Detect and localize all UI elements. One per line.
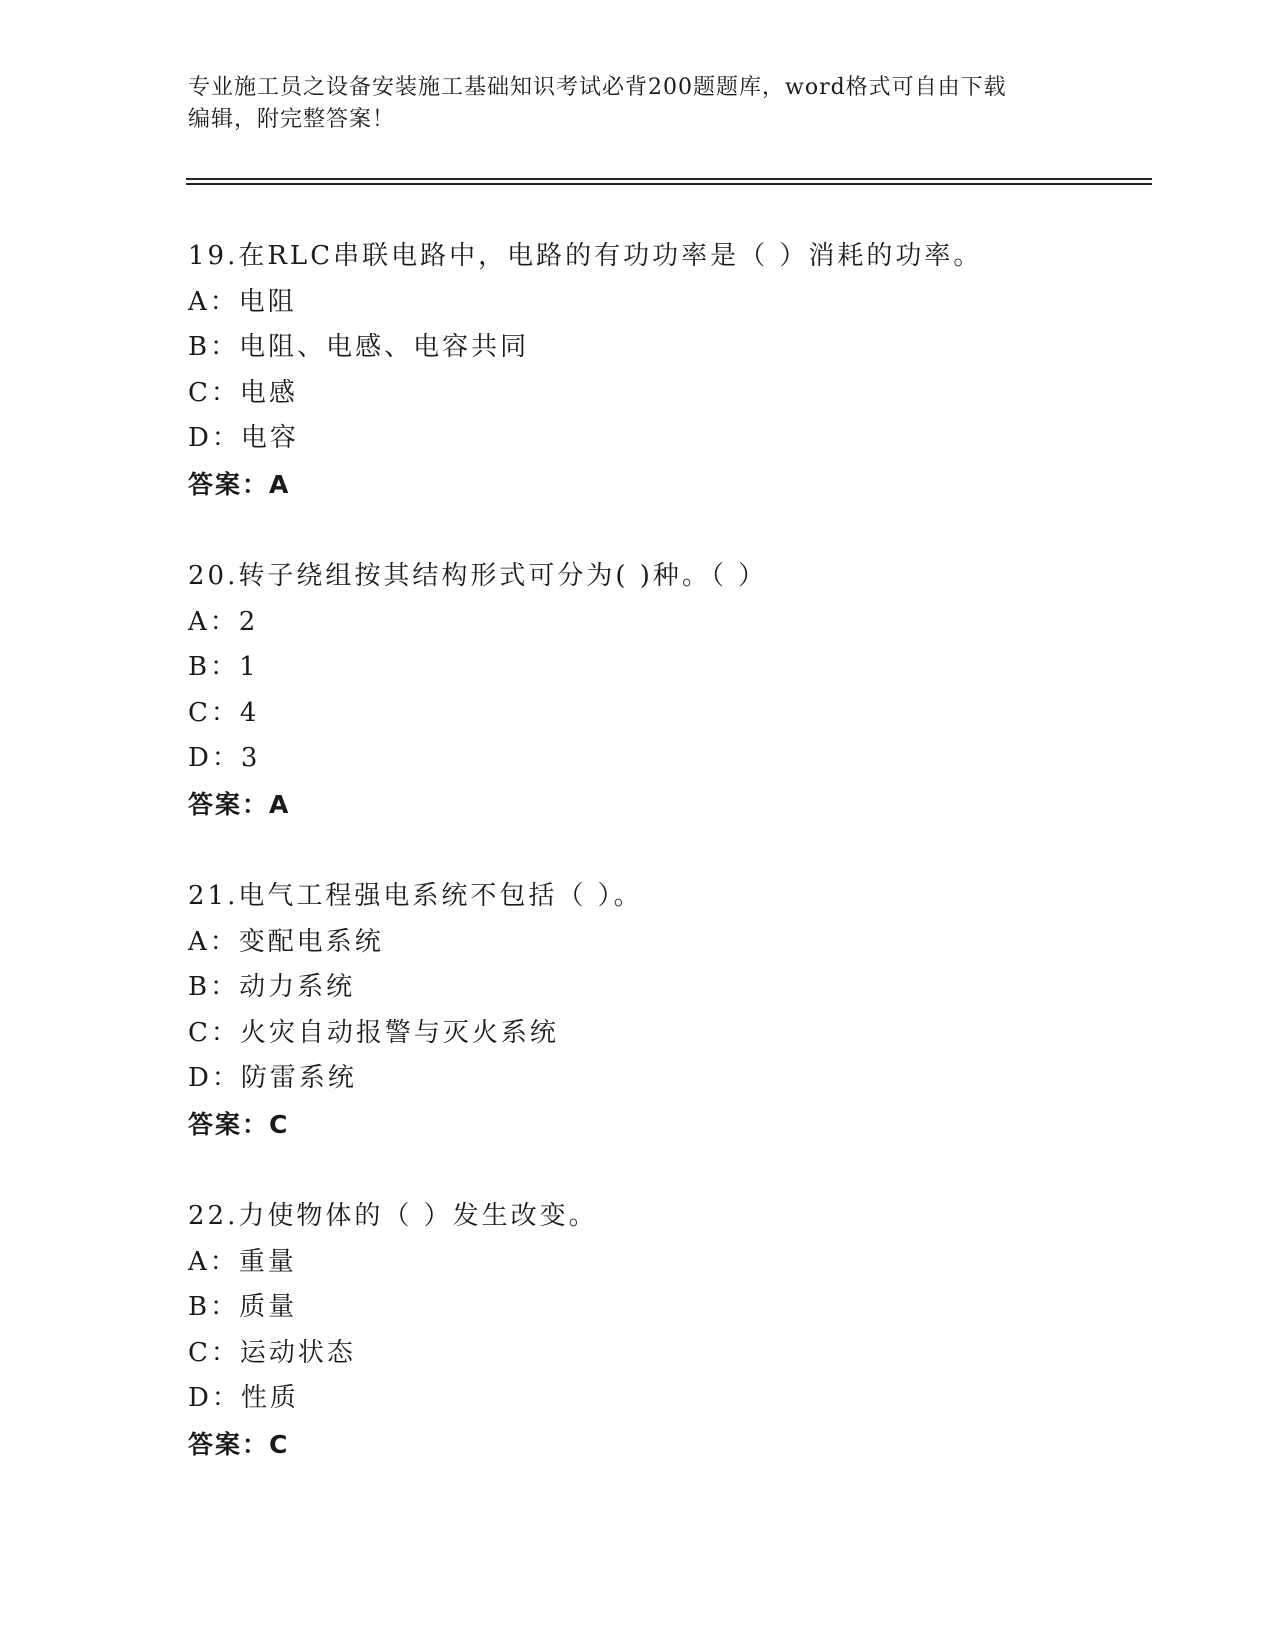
answer-line: 答案：C [188,1109,290,1139]
answer-line: 答案：A [188,469,291,499]
header-divider-top [186,178,1152,180]
question-stem: 22.力使物体的（ ）发生改变。 [188,1201,598,1231]
question-20 [188,554,1148,827]
option-c: C：电感 [188,377,298,408]
option-b: B：动力系统 [188,972,356,1002]
option-d: D：电容 [188,423,299,453]
option-a: A：变配电系统 [188,926,384,957]
option-d: D：防雷系统 [188,1063,357,1093]
option-c: C：4 [188,697,260,728]
option-c: C：运动状态 [188,1337,356,1368]
document-header [188,72,1088,136]
header-line-1: 专业施工员之设备安装施工基础知识考试必背200题题库，word格式可自由下载 [188,75,1007,100]
header-divider-bottom [186,183,1152,185]
answer-line: 答案：A [188,789,291,819]
question-21 [188,874,1148,1147]
option-b: B：质量 [188,1292,298,1322]
option-b: B：电阻、电感、电容共同 [188,332,530,362]
option-d: D：3 [188,743,261,773]
question-22 [188,1194,1148,1467]
answer-line: 答案：C [188,1429,290,1459]
question-19 [188,234,1148,507]
question-stem: 20.转子绕组按其结构形式可分为( )种。（ ） [188,561,768,591]
option-a: A：电阻 [188,286,297,317]
option-a: A：2 [188,606,259,637]
question-stem: 21.电气工程强电系统不包括（ ）。 [188,881,643,911]
header-line-2: 编辑，附完整答案！ [188,107,396,132]
question-stem: 19.在RLC串联电路中，电路的有功功率是（ ）消耗的功率。 [188,241,983,271]
option-c: C：火灾自动报警与灭火系统 [188,1017,559,1048]
option-a: A：重量 [188,1246,297,1277]
option-d: D：性质 [188,1383,299,1413]
option-b: B：1 [188,652,259,682]
